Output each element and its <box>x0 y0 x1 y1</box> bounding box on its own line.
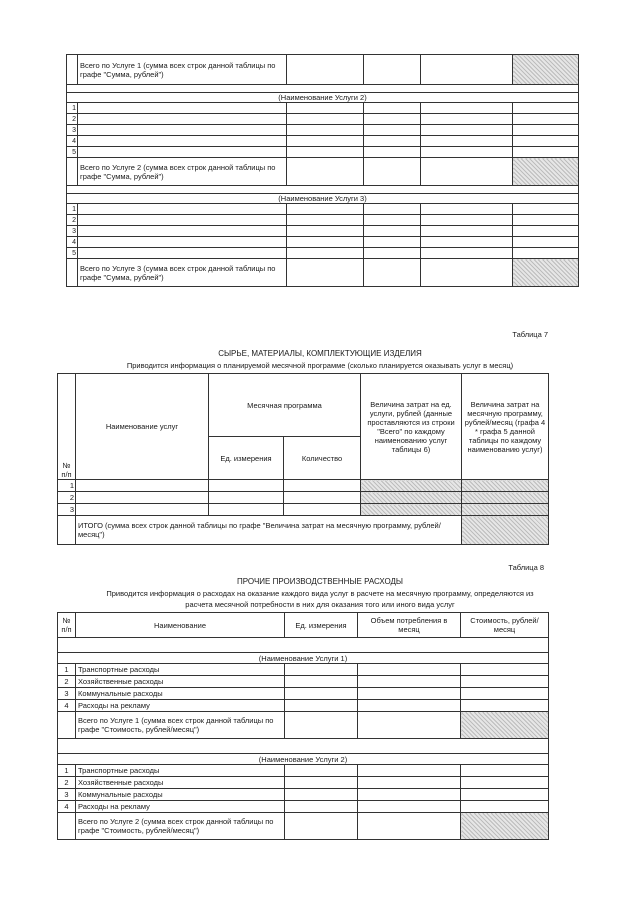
col-program-header: Месячная программа <box>209 374 361 437</box>
row-number: 2 <box>67 215 78 226</box>
row-number: 4 <box>67 136 78 147</box>
svc3-total-label: Всего по Услуге 3 (сумма всех строк данной таблицы по графе "Сумма, рублей") <box>78 259 287 287</box>
row-number: 4 <box>67 237 78 248</box>
row-number: 1 <box>67 204 78 215</box>
col-num-header: № п/п <box>58 613 76 638</box>
col-cost-month-header: Величина затрат на месячную программу, рублей/месяц (графа 4 * графа 5 данной таблицы по каждому наименованию услуг) <box>462 374 549 480</box>
table7-title: СЫРЬЕ, МАТЕРИАЛЫ, КОМПЛЕКТУЮЩИЕ ИЗДЕЛИЯ <box>218 349 422 358</box>
row-number: 4 <box>58 700 76 712</box>
table8-title: ПРОЧИЕ ПРОИЗВОДСТВЕННЫЕ РАСХОДЫ <box>236 577 404 586</box>
table6-continuation <box>66 54 579 287</box>
row-number: 2 <box>58 492 76 504</box>
row-number: 4 <box>58 801 76 813</box>
svc2-name-row: (Наименование Услуги 2) <box>58 754 549 765</box>
svc1-name-row: (Наименование Услуги 1) <box>58 653 549 664</box>
col-cost-header: Стоимость, рублей/месяц <box>461 613 549 638</box>
row-number: 2 <box>58 777 76 789</box>
table8-subtitle-2: расчета месячной потребности в них для оказания того или иного вида услуг <box>185 600 455 609</box>
table8 <box>57 612 549 840</box>
row-number: 1 <box>58 664 76 676</box>
table8-subtitle-1: Приводится информация о расходах на оказание каждого вида услуг в расчете на месячную программу, определяются из <box>106 589 534 598</box>
row-number: 3 <box>58 688 76 700</box>
row-number: 5 <box>67 248 78 259</box>
expense-name: Коммунальные расходы <box>76 688 285 700</box>
expense-name: Транспортные расходы <box>76 765 285 777</box>
col-unit-header: Ед. измерения <box>209 437 284 480</box>
row-number: 2 <box>58 676 76 688</box>
row-number: 2 <box>67 114 78 125</box>
svc3-name-row: (Наименование Услуги 3) <box>67 194 579 204</box>
col-num-header: № п/п <box>58 374 76 480</box>
col-name-header: Наименование <box>76 613 285 638</box>
row-number: 3 <box>67 125 78 136</box>
table7-total-label: ИТОГО (сумма всех строк данной таблицы по графе "Величина затрат на месячную программу, рублей/месяц") <box>76 516 462 545</box>
svc1-total-label: Всего по Услуге 1 (сумма всех строк данной таблицы по графе "Сумма, рублей") <box>78 55 287 85</box>
expense-name: Транспортные расходы <box>76 664 285 676</box>
table7 <box>57 373 549 545</box>
svc2-name-row: (Наименование Услуги 2) <box>67 93 579 103</box>
table7-subtitle: Приводится информация о планируемой месячной программе (сколько планируется оказывать услуг в месяц) <box>126 361 514 370</box>
row-number: 5 <box>67 147 78 158</box>
expense-name: Коммунальные расходы <box>76 789 285 801</box>
row-number: 3 <box>67 226 78 237</box>
expense-name: Расходы на рекламу <box>76 700 285 712</box>
col-volume-header: Объем потребления в месяц <box>358 613 461 638</box>
col-qty-header: Количество <box>284 437 361 480</box>
expense-name: Расходы на рекламу <box>76 801 285 813</box>
expense-name: Хозяйственные расходы <box>76 676 285 688</box>
col-cost-unit-header: Величина затрат на ед. услуги, рублей (данные проставляются из строки "Всего" по каждому наименованию услуг таблицы 6) <box>361 374 462 480</box>
row-number: 1 <box>58 480 76 492</box>
row-number: 1 <box>58 765 76 777</box>
svc1-total-label: Всего по Услуге 1 (сумма всех строк данной таблицы по графе "Стоимость, рублей/месяц") <box>76 712 285 739</box>
row-number: 3 <box>58 789 76 801</box>
col-unit-header: Ед. измерения <box>285 613 358 638</box>
col-name-header: Наименование услуг <box>76 374 209 480</box>
svc2-total-label: Всего по Услуге 2 (сумма всех строк данной таблицы по графе "Стоимость, рублей/месяц") <box>76 813 285 840</box>
row-number: 3 <box>58 504 76 516</box>
table8-label: Таблица 8 <box>508 563 544 572</box>
svc2-total-label: Всего по Услуге 2 (сумма всех строк данной таблицы по графе "Сумма, рублей") <box>78 158 287 186</box>
row-number: 1 <box>67 103 78 114</box>
table7-label: Таблица 7 <box>512 330 548 339</box>
expense-name: Хозяйственные расходы <box>76 777 285 789</box>
